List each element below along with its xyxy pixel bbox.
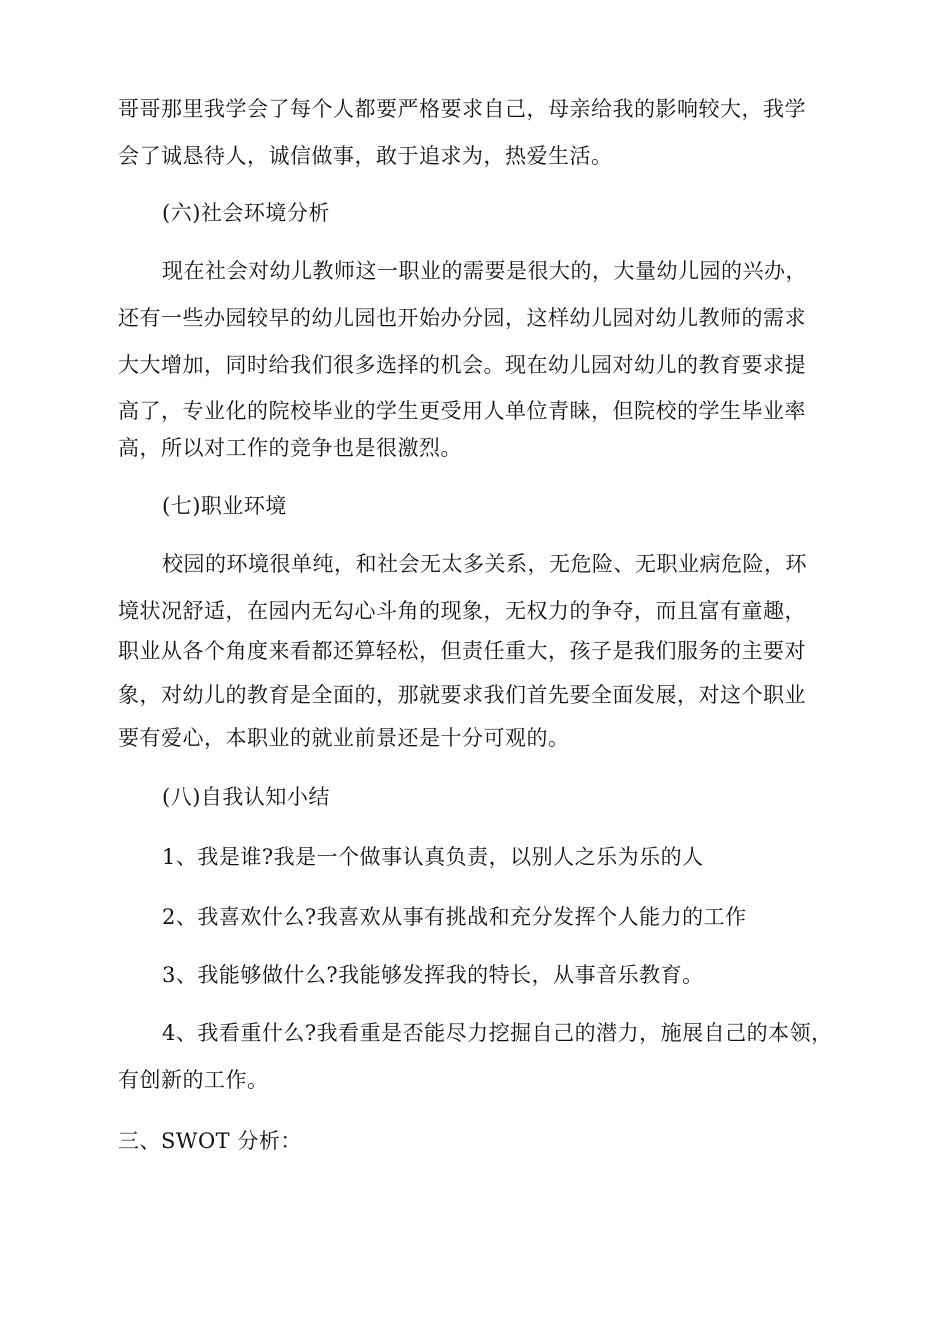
- section-heading: (六)社会环境分析: [162, 201, 330, 225]
- text-line: 高了，专业化的院校毕业的学生更受用人单位青睐，但院校的学生毕业率: [118, 399, 806, 423]
- text-line: 有创新的工作。: [118, 1068, 269, 1092]
- list-item: 3、我能够做什么?我能够发挥我的特长，从事音乐教育。: [162, 963, 704, 987]
- text-line: 还有一些办园较早的幼儿园也开始办分园，这样幼儿园对幼儿教师的需求: [118, 306, 806, 330]
- section-heading: (八)自我认知小结: [162, 785, 330, 809]
- text-line: 高，所以对工作的竞争也是很激烈。: [118, 436, 462, 460]
- text-line: 要有爱心，本职业的就业前景还是十分可观的。: [118, 726, 570, 750]
- list-item: 2、我喜欢什么?我喜欢从事有挑战和充分发挥个人能力的工作: [162, 905, 747, 929]
- text-line: 职业从各个角度来看都还算轻松，但责任重大，孩子是我们服务的主要对: [118, 639, 806, 663]
- list-item: 4、我看重什么?我看重是否能尽力挖掘自己的潜力，施展自己的本领，: [162, 1021, 833, 1045]
- text-line: 现在社会对幼儿教师这一职业的需要是很大的，大量幼儿园的兴办，: [162, 259, 807, 283]
- text-line: 校园的环境很单纯，和社会无太多关系，无危险、无职业病危险，环: [162, 552, 807, 576]
- text-line: 象，对幼儿的教育是全面的，那就要求我们首先要全面发展，对这个职业: [118, 683, 806, 707]
- text-line: 会了诚恳待人，诚信做事，敢于追求为，热爱生活。: [118, 144, 613, 168]
- section-heading: 三、SWOT 分析：: [118, 1129, 302, 1153]
- text-line: 大大增加，同时给我们很多选择的机会。现在幼儿园对幼儿的教育要求提: [118, 353, 806, 377]
- section-heading: (七)职业环境: [162, 494, 287, 518]
- list-item: 1、我是谁?我是一个做事认真负责，以别人之乐为乐的人: [162, 845, 704, 869]
- text-line: 境状况舒适，在园内无勾心斗角的现象，无权力的争夺，而且富有童趣，: [118, 599, 806, 623]
- text-line: 哥哥那里我学会了每个人都要严格要求自己，母亲给我的影响较大，我学: [118, 97, 806, 121]
